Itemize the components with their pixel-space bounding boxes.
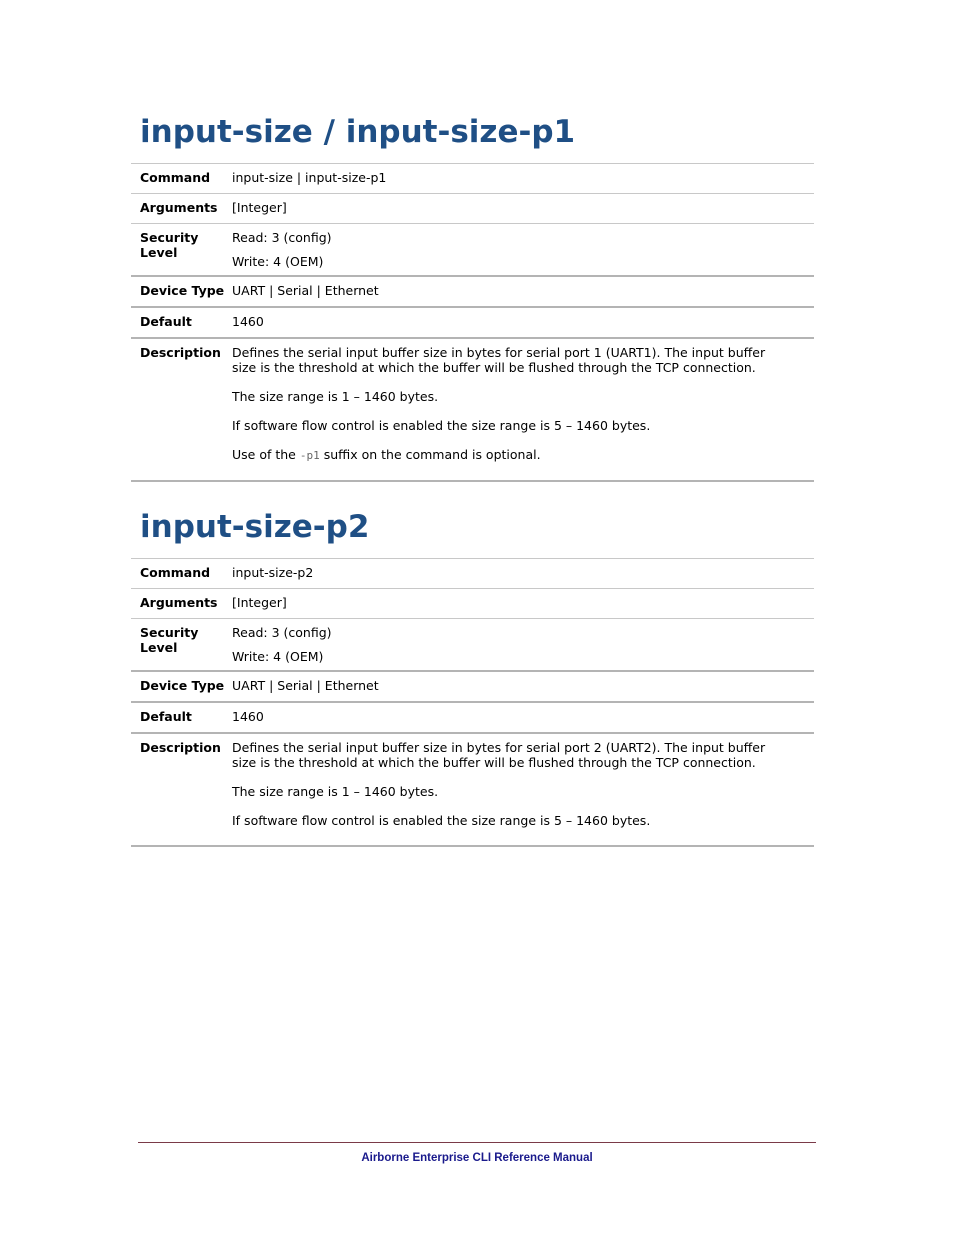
row-value: [Integer]	[232, 595, 287, 610]
row-value	[232, 733, 814, 846]
row-value	[232, 224, 814, 277]
table-row-arguments	[131, 194, 814, 224]
table-row-command	[131, 164, 814, 194]
description-paragraph: If software flow control is enabled the size range is 5 – 1460 bytes.	[232, 813, 651, 828]
description-paragraph: Defines the serial input buffer size in bytes for serial port 1 (UART1). The input buffer size is the threshold at which the buffer will be flushed through the TCP connection.	[232, 345, 766, 375]
text-fragment: Use of the	[232, 447, 300, 462]
row-label: Description	[140, 740, 221, 755]
reference-table	[131, 163, 814, 482]
row-value: [Integer]	[232, 200, 287, 215]
row-label: Default	[140, 709, 192, 724]
table-row-default	[131, 702, 814, 733]
row-label: Command	[140, 565, 211, 580]
table-row-device-type	[131, 671, 814, 702]
code-fragment: -p1	[299, 449, 320, 462]
row-label	[131, 619, 232, 672]
table-row-description	[131, 733, 814, 846]
description-paragraph	[232, 447, 814, 463]
row-value	[232, 338, 814, 481]
security-read: Read: 3 (config)	[232, 625, 332, 640]
row-label: Command	[140, 170, 211, 185]
section-title: input-size / input-size-p1	[140, 114, 576, 150]
table-row-device-type	[131, 276, 814, 307]
label-line: Security	[140, 625, 199, 640]
row-value: UART | Serial | Ethernet	[232, 678, 379, 693]
description-paragraph: If software flow control is enabled the size range is 5 – 1460 bytes.	[232, 418, 651, 433]
row-label: Arguments	[140, 200, 218, 215]
label-line: Security	[140, 230, 199, 245]
table-row-default	[131, 307, 814, 338]
row-value: input-size-p2	[232, 565, 314, 580]
row-value: 1460	[232, 314, 264, 329]
footer-divider	[138, 1142, 816, 1143]
description-paragraph: The size range is 1 – 1460 bytes.	[232, 784, 439, 799]
row-label: Arguments	[140, 595, 218, 610]
row-value: 1460	[232, 709, 264, 724]
row-label: Description	[140, 345, 221, 360]
footer-manual-title: Airborne Enterprise CLI Reference Manual	[361, 1152, 593, 1164]
table-row-arguments	[131, 589, 814, 619]
label-line: Level	[140, 640, 178, 655]
table-row-security-level	[131, 224, 814, 277]
row-value	[232, 619, 814, 672]
row-label: Device Type	[140, 283, 225, 298]
row-value: input-size | input-size-p1	[232, 170, 387, 185]
security-write: Write: 4 (OEM)	[232, 649, 324, 664]
row-value: UART | Serial | Ethernet	[232, 283, 379, 298]
row-label: Device Type	[140, 678, 225, 693]
section-title: input-size-p2	[140, 509, 370, 545]
text-fragment: suffix on the command is optional.	[319, 447, 541, 462]
security-read: Read: 3 (config)	[232, 230, 332, 245]
description-paragraph: Defines the serial input buffer size in bytes for serial port 2 (UART2). The input buffer size is the threshold at which the buffer will be flushed through the TCP connection.	[232, 740, 766, 770]
security-write: Write: 4 (OEM)	[232, 254, 324, 269]
label-line: Level	[140, 245, 178, 260]
description-paragraph: The size range is 1 – 1460 bytes.	[232, 389, 439, 404]
row-label: Default	[140, 314, 192, 329]
table-row-command	[131, 559, 814, 589]
reference-table	[131, 558, 814, 847]
table-row-description	[131, 338, 814, 481]
table-row-security-level	[131, 619, 814, 672]
row-label	[131, 224, 232, 277]
